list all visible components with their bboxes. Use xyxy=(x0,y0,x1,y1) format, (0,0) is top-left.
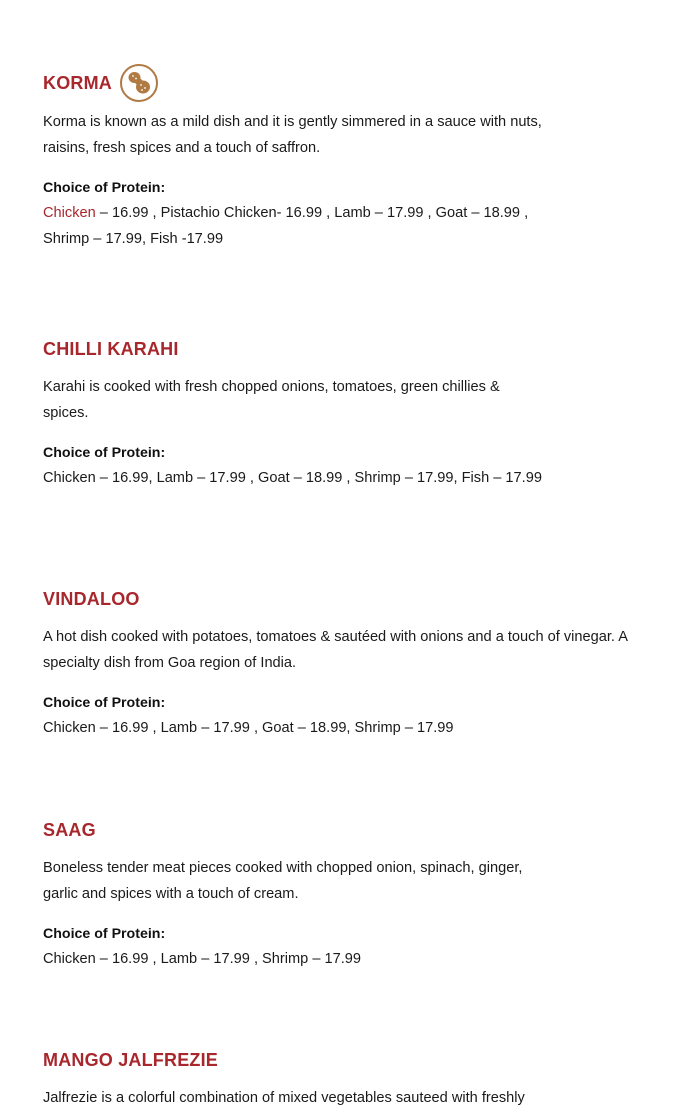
price-line: – 16.99 , Pistachio Chicken- 16.99 , Lamb – 17.99 , Goat – 18.99 , xyxy=(95,205,529,221)
dish-title: MANGO JALFREZIE xyxy=(43,1050,219,1070)
dish-title: VINDALOO xyxy=(43,589,140,609)
dish-korma xyxy=(43,63,673,252)
description-line: Korma is known as a mild dish and it is gently simmered in a sauce with nuts, xyxy=(43,114,542,130)
dish-title-row xyxy=(43,329,673,369)
description-line: garlic and spices with a touch of cream. xyxy=(43,885,299,902)
dish-title-row xyxy=(43,1040,673,1080)
protein-prices xyxy=(43,466,673,492)
dish-description xyxy=(43,856,673,907)
description-line: Karahi is cooked with fresh chopped onions, tomatoes, green chillies & xyxy=(43,379,500,395)
dish-description xyxy=(43,1086,673,1112)
dish-description xyxy=(43,625,673,676)
description-line: Boneless tender meat pieces cooked with chopped onion, spinach, ginger, xyxy=(43,860,523,876)
dish-title: SAAG xyxy=(43,820,96,840)
protein-prices xyxy=(43,947,673,973)
peanut-icon xyxy=(119,63,159,103)
chicken-link[interactable]: Chicken xyxy=(43,205,96,221)
dish-title: KORMA xyxy=(43,73,112,93)
dish-title-row xyxy=(43,63,673,103)
price-line: Chicken – 16.99 , Lamb – 17.99 , Goat – 18.99, Shrimp – 17.99 xyxy=(43,720,454,736)
description-line: spices. xyxy=(43,404,89,421)
dish-chilli-karahi xyxy=(43,329,673,492)
dish-title-row xyxy=(43,579,673,619)
dish-title-row xyxy=(43,810,673,850)
dish-description xyxy=(43,110,673,161)
choice-of-protein-label: Choice of Protein: xyxy=(43,695,166,711)
choice-of-protein-label: Choice of Protein: xyxy=(43,445,166,461)
dish-title: CHILLI KARAHI xyxy=(43,339,179,359)
protein-prices xyxy=(43,201,673,252)
dish-description xyxy=(43,375,673,426)
description-line: raisins, fresh spices and a touch of saffron. xyxy=(43,139,321,156)
choice-of-protein-label: Choice of Protein: xyxy=(43,180,166,196)
protein-prices xyxy=(43,716,673,742)
dish-vindaloo xyxy=(43,579,673,742)
price-line: Chicken – 16.99, Lamb – 17.99 , Goat – 18.99 , Shrimp – 17.99, Fish – 17.99 xyxy=(43,470,542,486)
description-line: Jalfrezie is a colorful combination of mixed vegetables sauteed with freshly xyxy=(43,1090,525,1106)
dish-saag xyxy=(43,810,673,973)
description-line: A hot dish cooked with potatoes, tomatoes & sautéed with onions and a touch of vinegar. A xyxy=(43,629,628,645)
price-line: Shrimp – 17.99, Fish -17.99 xyxy=(43,230,224,247)
price-line: Chicken – 16.99 , Lamb – 17.99 , Shrimp – 17.99 xyxy=(43,951,362,967)
dish-mango-jalfrezie xyxy=(43,1040,673,1112)
description-line: specialty dish from Goa region of India. xyxy=(43,654,297,671)
choice-of-protein-label: Choice of Protein: xyxy=(43,926,166,942)
